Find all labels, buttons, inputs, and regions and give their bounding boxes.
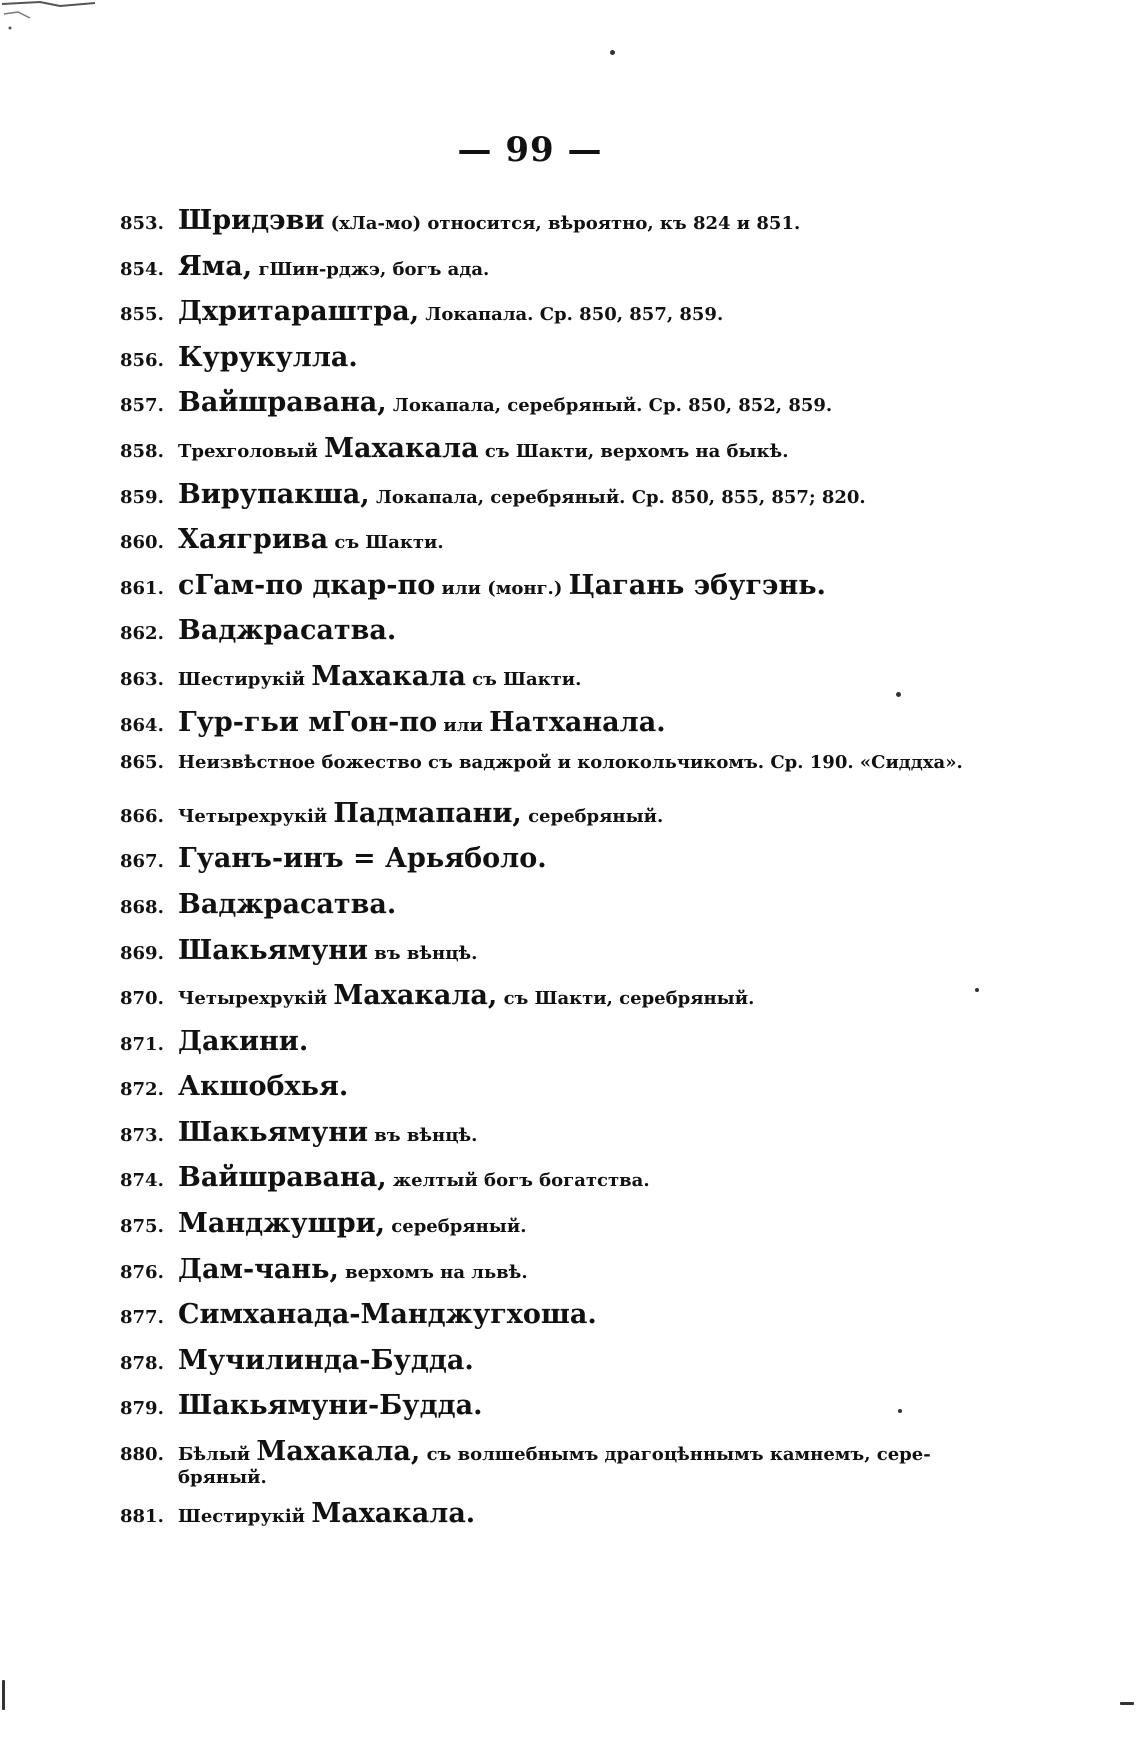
scan-speck (898, 1409, 902, 1413)
entry-875 (120, 1208, 950, 1254)
entry-note: серебряный. (521, 805, 664, 827)
entry-title: Шакьямуни (178, 1116, 369, 1148)
entry-title: Мучилинда-Будда. (178, 1344, 474, 1376)
entry-note: съ Шакти. (465, 668, 582, 690)
entry-867 (120, 843, 950, 889)
entry-title: Яма, (178, 250, 253, 282)
entry-note: Неизвѣстное божество съ ваджрой и колокольчикомъ. Ср. 190. «Сиддха». (178, 752, 963, 774)
entry-866 (120, 798, 950, 844)
entry-number: 867. (120, 851, 164, 873)
entry-note: Локапала. Ср. 850, 857, 859. (419, 304, 724, 326)
page-number: — 99 — (457, 130, 603, 170)
entry-title: Махакала, (256, 1436, 421, 1468)
entry-list (120, 205, 963, 1544)
entry-title: Вайшравана, (178, 387, 387, 419)
entry-title: сГам-по дкар-по (178, 569, 436, 601)
entry-note: съ Шакти, верхомъ на быкѣ. (478, 440, 789, 462)
entry-title: Дхритараштра, (178, 296, 420, 328)
entry-note: съ Шакти, серебряный. (497, 988, 755, 1010)
scan-speck (2, 1680, 5, 1710)
entry-876 (120, 1254, 950, 1300)
entry-878 (120, 1345, 950, 1391)
entry-858 (120, 433, 950, 479)
entry-title: Дам-чань, (178, 1253, 339, 1285)
entry-870 (120, 980, 950, 1026)
entry-number: 857. (120, 395, 164, 417)
entry-number: 856. (120, 349, 164, 371)
entry-title: Махакала (311, 660, 466, 692)
entry-note: Локапала, серебряный. Ср. 850, 855, 857; 820. (369, 486, 866, 508)
entry-title: Махакала, (333, 980, 498, 1012)
entry-number: 872. (120, 1079, 164, 1101)
entry-title: Ваджрасатва. (178, 615, 397, 647)
entry-873 (120, 1117, 950, 1163)
entry-869 (120, 935, 950, 981)
entry-title: Акшобхья. (178, 1071, 349, 1103)
entry-number: 861. (120, 577, 164, 599)
entry-number: 853. (120, 213, 164, 234)
entry-number: 873. (120, 1124, 164, 1146)
entry-connector: или (437, 714, 490, 736)
entry-number: 878. (120, 1352, 164, 1374)
entry-title: Курукулла. (178, 341, 358, 373)
entry-continuation: бряный. (178, 1467, 267, 1489)
entry-856 (120, 342, 950, 388)
entry-number: 874. (120, 1170, 164, 1192)
entry-number: 865. (120, 752, 164, 774)
entry-number: 864. (120, 714, 164, 736)
entry-note: серебряный. (385, 1216, 527, 1238)
entry-title: Вайшравана, (178, 1162, 387, 1194)
entry-connector: или (монг.) (435, 577, 569, 599)
entry-871 (120, 1026, 950, 1072)
entry-number: 855. (120, 304, 164, 326)
entry-prefix: Шестирукій (178, 1506, 312, 1528)
entry-number: 866. (120, 805, 164, 827)
entry-857 (120, 387, 950, 433)
entry-note: (хЛа-мо) относится, вѣроятно, къ 824 и 851. (324, 213, 801, 234)
scan-speck (975, 988, 979, 992)
entry-title: Ваджрасатва. (178, 888, 397, 920)
entry-note: въ вѣнцѣ. (368, 1124, 478, 1146)
entry-number: 859. (120, 486, 164, 508)
scan-speck (610, 50, 615, 55)
entry-860 (120, 524, 950, 570)
entry-874 (120, 1162, 950, 1208)
entry-note: Локапала, серебряный. Ср. 850, 852, 859. (386, 395, 833, 417)
entry-number: 862. (120, 623, 164, 645)
entry-879 (120, 1390, 950, 1436)
entry-number: 876. (120, 1261, 164, 1283)
entry-855 (120, 296, 950, 342)
entry-title: Падмапани, (333, 797, 522, 829)
entry-title: Махакала (324, 432, 479, 464)
entry-prefix: Четырехрукій (178, 988, 334, 1010)
entry-number: 870. (120, 988, 164, 1010)
entry-881 (120, 1498, 950, 1544)
entry-title: Манджушри, (178, 1208, 386, 1240)
entry-853 (120, 205, 950, 251)
entry-number: 880. (120, 1444, 164, 1466)
entry-862 (120, 615, 950, 661)
entry-number: 863. (120, 668, 164, 690)
entry-number: 860. (120, 532, 164, 554)
entry-880 (120, 1436, 950, 1498)
entry-prefix: Бѣлый (178, 1444, 257, 1466)
entry-note: съ волшебнымъ драгоцѣннымъ камнемъ, сере- (420, 1444, 931, 1466)
entry-alt-title: Натханала. (489, 706, 666, 738)
entry-864 (120, 707, 950, 753)
entry-number: 869. (120, 942, 164, 964)
entry-number: 881. (120, 1506, 164, 1528)
entry-note: гШин-рджэ, богъ ада. (252, 258, 490, 280)
entry-863 (120, 661, 950, 707)
entry-number: 858. (120, 440, 164, 462)
entry-number: 877. (120, 1307, 164, 1329)
entry-alt-title: Цагань эбугэнь. (568, 569, 826, 601)
entry-note: въ вѣнцѣ. (368, 942, 478, 964)
entry-859 (120, 479, 950, 525)
scan-speck (896, 692, 901, 697)
entry-number: 871. (120, 1033, 164, 1055)
entry-title: Шакьямуни (178, 934, 369, 966)
entry-854 (120, 251, 950, 297)
entry-865 (120, 752, 963, 798)
entry-prefix: Трехголовый (178, 440, 325, 462)
entry-title: Симханада-Манджугхоша. (178, 1299, 597, 1331)
scan-speck (1120, 1702, 1134, 1705)
entry-872 (120, 1071, 950, 1117)
entry-number: 879. (120, 1398, 164, 1420)
entry-prefix: Шестирукій (178, 668, 312, 690)
entry-title: Шакьямуни-Будда. (178, 1390, 483, 1422)
entry-title: Гур-гьи мГон-по (178, 706, 438, 738)
entry-868 (120, 889, 950, 935)
entry-title: Дакини. (178, 1025, 309, 1057)
entry-number: 875. (120, 1216, 164, 1238)
entry-note: желтый богъ богатства. (386, 1170, 650, 1192)
entry-note: съ Шакти. (328, 532, 444, 554)
entry-title: Гуанъ-инъ = Арьяболо. (178, 843, 547, 875)
entry-877 (120, 1299, 950, 1345)
entry-note: верхомъ на львѣ. (338, 1261, 528, 1283)
entry-861 (120, 570, 950, 616)
entry-title: Вирупакша, (178, 478, 370, 510)
entry-number: 868. (120, 896, 164, 918)
entry-prefix: Четырехрукій (178, 805, 334, 827)
scan-corner-smudge (0, 0, 120, 40)
entry-number: 854. (120, 258, 164, 280)
entry-title: Шридэви (178, 205, 325, 236)
entry-title: Хаягрива (178, 524, 329, 556)
entry-title: Махакала. (311, 1498, 476, 1530)
